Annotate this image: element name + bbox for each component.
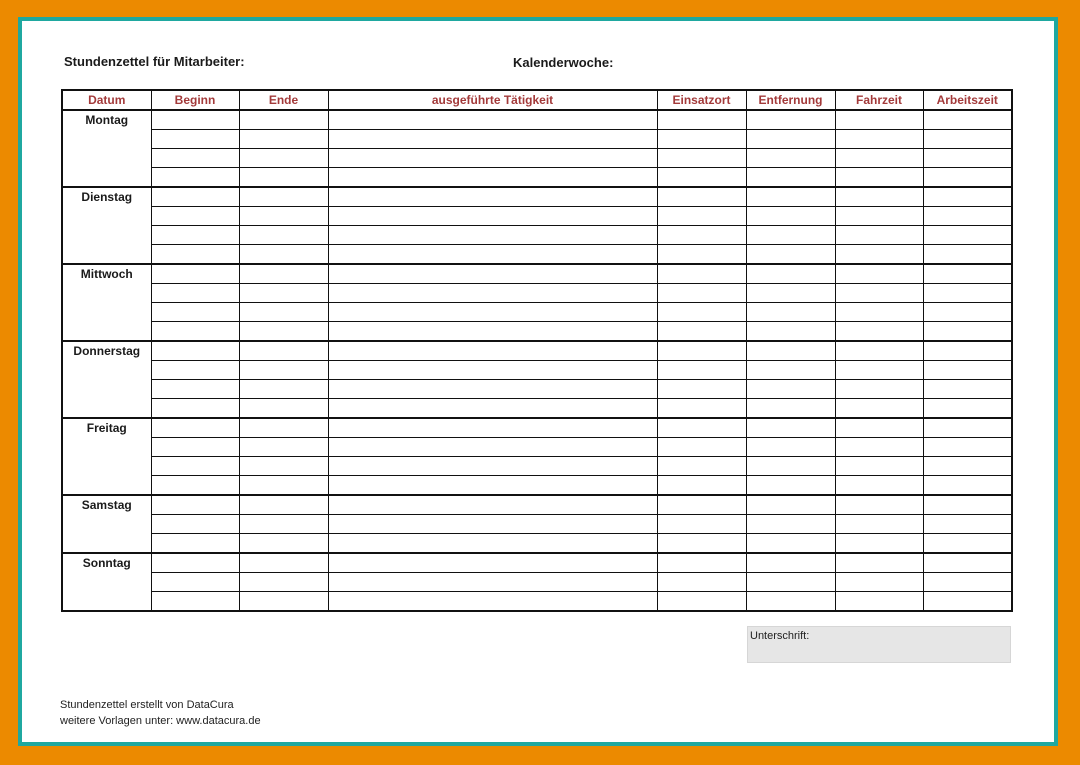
cell-arbeitszeit[interactable]	[923, 495, 1012, 515]
table-row	[62, 380, 1012, 399]
cell-fahrzeit[interactable]	[835, 361, 923, 380]
cell-beginn[interactable]	[151, 341, 239, 361]
cell-entfernung[interactable]	[746, 457, 835, 476]
cell-fahrzeit[interactable]	[835, 187, 923, 207]
footer-link-text: weitere Vorlagen unter: www.datacura.de	[60, 715, 261, 727]
column-header-arbeitszeit: Arbeitszeit	[923, 90, 1012, 110]
cell-fahrzeit[interactable]	[835, 592, 923, 612]
cell-entfernung[interactable]	[746, 303, 835, 322]
cell-ende[interactable]	[239, 322, 328, 342]
cell-arbeitszeit[interactable]	[923, 534, 1012, 554]
cell-entfernung[interactable]	[746, 438, 835, 457]
cell-fahrzeit[interactable]	[835, 457, 923, 476]
cell-fahrzeit[interactable]	[835, 476, 923, 496]
cell-fahrzeit[interactable]	[835, 207, 923, 226]
cell-fahrzeit[interactable]	[835, 168, 923, 188]
timesheet-page	[18, 17, 1058, 746]
cell-fahrzeit[interactable]	[835, 226, 923, 245]
cell-taetigkeit[interactable]	[328, 322, 657, 342]
cell-beginn[interactable]	[151, 515, 239, 534]
cell-fahrzeit[interactable]	[835, 245, 923, 265]
column-header-einsatzort: Einsatzort	[657, 90, 746, 110]
cell-arbeitszeit[interactable]	[923, 226, 1012, 245]
cell-arbeitszeit[interactable]	[923, 399, 1012, 419]
table-row	[62, 226, 1012, 245]
cell-taetigkeit[interactable]	[328, 264, 657, 284]
day-label: Mittwoch	[62, 264, 151, 341]
cell-einsatzort[interactable]	[657, 361, 746, 380]
cell-ende[interactable]	[239, 438, 328, 457]
cell-einsatzort[interactable]	[657, 303, 746, 322]
cell-entfernung[interactable]	[746, 245, 835, 265]
cell-fahrzeit[interactable]	[835, 284, 923, 303]
cell-taetigkeit[interactable]	[328, 553, 657, 573]
cell-entfernung[interactable]	[746, 130, 835, 149]
table-row	[62, 457, 1012, 476]
timesheet-body	[62, 110, 1012, 611]
table-row	[62, 207, 1012, 226]
cell-beginn[interactable]	[151, 399, 239, 419]
table-row	[62, 476, 1012, 496]
cell-taetigkeit[interactable]	[328, 361, 657, 380]
cell-entfernung[interactable]	[746, 207, 835, 226]
cell-beginn[interactable]	[151, 534, 239, 554]
cell-einsatzort[interactable]	[657, 264, 746, 284]
day-label: Dienstag	[62, 187, 151, 264]
cell-ende[interactable]	[239, 245, 328, 265]
cell-entfernung[interactable]	[746, 418, 835, 438]
cell-entfernung[interactable]	[746, 553, 835, 573]
timesheet-table	[61, 89, 1013, 612]
cell-beginn[interactable]	[151, 284, 239, 303]
cell-ende[interactable]	[239, 207, 328, 226]
cell-fahrzeit[interactable]	[835, 341, 923, 361]
cell-taetigkeit[interactable]	[328, 130, 657, 149]
cell-entfernung[interactable]	[746, 226, 835, 245]
cell-entfernung[interactable]	[746, 284, 835, 303]
cell-fahrzeit[interactable]	[835, 399, 923, 419]
cell-einsatzort[interactable]	[657, 380, 746, 399]
cell-beginn[interactable]	[151, 380, 239, 399]
cell-beginn[interactable]	[151, 553, 239, 573]
column-header-entfernung: Entfernung	[746, 90, 835, 110]
cell-einsatzort[interactable]	[657, 495, 746, 515]
cell-taetigkeit[interactable]	[328, 303, 657, 322]
cell-entfernung[interactable]	[746, 380, 835, 399]
cell-einsatzort[interactable]	[657, 534, 746, 554]
cell-ende[interactable]	[239, 361, 328, 380]
cell-ende[interactable]	[239, 399, 328, 419]
cell-ende[interactable]	[239, 380, 328, 399]
cell-einsatzort[interactable]	[657, 476, 746, 496]
cell-arbeitszeit[interactable]	[923, 380, 1012, 399]
cell-taetigkeit[interactable]	[328, 515, 657, 534]
employee-label: Stundenzettel für Mitarbeiter:	[64, 54, 245, 69]
cell-fahrzeit[interactable]	[835, 534, 923, 554]
cell-taetigkeit[interactable]	[328, 149, 657, 168]
cell-beginn[interactable]	[151, 226, 239, 245]
cell-arbeitszeit[interactable]	[923, 438, 1012, 457]
day-label: Sonntag	[62, 553, 151, 611]
table-row	[62, 361, 1012, 380]
cell-fahrzeit[interactable]	[835, 322, 923, 342]
table-row	[62, 399, 1012, 419]
cell-taetigkeit[interactable]	[328, 534, 657, 554]
cell-einsatzort[interactable]	[657, 110, 746, 130]
cell-taetigkeit[interactable]	[328, 380, 657, 399]
column-header-fahrzeit: Fahrzeit	[835, 90, 923, 110]
cell-entfernung[interactable]	[746, 515, 835, 534]
cell-arbeitszeit[interactable]	[923, 553, 1012, 573]
cell-beginn[interactable]	[151, 495, 239, 515]
cell-arbeitszeit[interactable]	[923, 341, 1012, 361]
cell-arbeitszeit[interactable]	[923, 168, 1012, 188]
cell-taetigkeit[interactable]	[328, 418, 657, 438]
cell-entfernung[interactable]	[746, 149, 835, 168]
cell-taetigkeit[interactable]	[328, 592, 657, 612]
cell-ende[interactable]	[239, 592, 328, 612]
cell-ende[interactable]	[239, 149, 328, 168]
cell-ende[interactable]	[239, 457, 328, 476]
cell-beginn[interactable]	[151, 418, 239, 438]
cell-ende[interactable]	[239, 187, 328, 207]
cell-ende[interactable]	[239, 418, 328, 438]
day-label: Montag	[62, 110, 151, 187]
day-label: Samstag	[62, 495, 151, 553]
cell-taetigkeit[interactable]	[328, 187, 657, 207]
cell-taetigkeit[interactable]	[328, 457, 657, 476]
cell-arbeitszeit[interactable]	[923, 361, 1012, 380]
cell-ende[interactable]	[239, 553, 328, 573]
table-row	[62, 245, 1012, 265]
cell-entfernung[interactable]	[746, 476, 835, 496]
column-header-datum: Datum	[62, 90, 151, 110]
cell-arbeitszeit[interactable]	[923, 515, 1012, 534]
cell-einsatzort[interactable]	[657, 187, 746, 207]
cell-taetigkeit[interactable]	[328, 495, 657, 515]
cell-ende[interactable]	[239, 476, 328, 496]
cell-taetigkeit[interactable]	[328, 438, 657, 457]
cell-arbeitszeit[interactable]	[923, 187, 1012, 207]
cell-arbeitszeit[interactable]	[923, 592, 1012, 612]
cell-ende[interactable]	[239, 226, 328, 245]
footer	[60, 697, 261, 729]
cell-arbeitszeit[interactable]	[923, 476, 1012, 496]
cell-arbeitszeit[interactable]	[923, 457, 1012, 476]
table-row	[62, 438, 1012, 457]
cell-taetigkeit[interactable]	[328, 207, 657, 226]
cell-ende[interactable]	[239, 573, 328, 592]
cell-arbeitszeit[interactable]	[923, 573, 1012, 592]
cell-einsatzort[interactable]	[657, 168, 746, 188]
day-label: Freitag	[62, 418, 151, 495]
cell-fahrzeit[interactable]	[835, 495, 923, 515]
cell-arbeitszeit[interactable]	[923, 207, 1012, 226]
cell-einsatzort[interactable]	[657, 399, 746, 419]
cell-taetigkeit[interactable]	[328, 110, 657, 130]
calendar-week-label: Kalenderwoche:	[513, 55, 614, 70]
cell-ende[interactable]	[239, 303, 328, 322]
cell-arbeitszeit[interactable]	[923, 149, 1012, 168]
table-row	[62, 264, 1012, 284]
cell-arbeitszeit[interactable]	[923, 110, 1012, 130]
cell-beginn[interactable]	[151, 187, 239, 207]
cell-taetigkeit[interactable]	[328, 168, 657, 188]
cell-entfernung[interactable]	[746, 341, 835, 361]
column-header-ende: Ende	[239, 90, 328, 110]
cell-fahrzeit[interactable]	[835, 515, 923, 534]
cell-einsatzort[interactable]	[657, 438, 746, 457]
cell-einsatzort[interactable]	[657, 245, 746, 265]
cell-taetigkeit[interactable]	[328, 573, 657, 592]
cell-einsatzort[interactable]	[657, 457, 746, 476]
header-row	[62, 90, 1012, 110]
footer-credit: Stundenzettel erstellt von DataCura	[60, 699, 234, 711]
cell-einsatzort[interactable]	[657, 226, 746, 245]
cell-einsatzort[interactable]	[657, 284, 746, 303]
column-header-taetigkeit: ausgeführte Tätigkeit	[328, 90, 657, 110]
cell-ende[interactable]	[239, 110, 328, 130]
cell-fahrzeit[interactable]	[835, 418, 923, 438]
cell-beginn[interactable]	[151, 207, 239, 226]
table-row	[62, 573, 1012, 592]
cell-taetigkeit[interactable]	[328, 245, 657, 265]
cell-entfernung[interactable]	[746, 534, 835, 554]
cell-beginn[interactable]	[151, 149, 239, 168]
day-label: Donnerstag	[62, 341, 151, 418]
cell-fahrzeit[interactable]	[835, 130, 923, 149]
cell-ende[interactable]	[239, 495, 328, 515]
cell-einsatzort[interactable]	[657, 418, 746, 438]
table-row	[62, 110, 1012, 130]
cell-fahrzeit[interactable]	[835, 573, 923, 592]
cell-einsatzort[interactable]	[657, 592, 746, 612]
cell-beginn[interactable]	[151, 476, 239, 496]
cell-beginn[interactable]	[151, 130, 239, 149]
cell-beginn[interactable]	[151, 264, 239, 284]
table-row	[62, 418, 1012, 438]
table-row	[62, 322, 1012, 342]
cell-einsatzort[interactable]	[657, 553, 746, 573]
cell-entfernung[interactable]	[746, 187, 835, 207]
cell-entfernung[interactable]	[746, 573, 835, 592]
cell-beginn[interactable]	[151, 245, 239, 265]
cell-einsatzort[interactable]	[657, 515, 746, 534]
cell-beginn[interactable]	[151, 303, 239, 322]
cell-entfernung[interactable]	[746, 495, 835, 515]
table-row	[62, 168, 1012, 188]
cell-ende[interactable]	[239, 284, 328, 303]
cell-ende[interactable]	[239, 534, 328, 554]
cell-arbeitszeit[interactable]	[923, 284, 1012, 303]
cell-arbeitszeit[interactable]	[923, 418, 1012, 438]
cell-entfernung[interactable]	[746, 592, 835, 612]
table-row	[62, 303, 1012, 322]
cell-fahrzeit[interactable]	[835, 438, 923, 457]
cell-arbeitszeit[interactable]	[923, 245, 1012, 265]
cell-beginn[interactable]	[151, 438, 239, 457]
table-row	[62, 553, 1012, 573]
cell-ende[interactable]	[239, 168, 328, 188]
cell-taetigkeit[interactable]	[328, 341, 657, 361]
table-row	[62, 534, 1012, 554]
cell-arbeitszeit[interactable]	[923, 322, 1012, 342]
cell-fahrzeit[interactable]	[835, 303, 923, 322]
cell-beginn[interactable]	[151, 573, 239, 592]
cell-entfernung[interactable]	[746, 264, 835, 284]
cell-taetigkeit[interactable]	[328, 284, 657, 303]
cell-entfernung[interactable]	[746, 322, 835, 342]
cell-ende[interactable]	[239, 515, 328, 534]
cell-entfernung[interactable]	[746, 110, 835, 130]
cell-fahrzeit[interactable]	[835, 264, 923, 284]
cell-einsatzort[interactable]	[657, 149, 746, 168]
signature-field[interactable]	[747, 626, 1011, 663]
table-row	[62, 130, 1012, 149]
cell-taetigkeit[interactable]	[328, 226, 657, 245]
cell-entfernung[interactable]	[746, 361, 835, 380]
cell-arbeitszeit[interactable]	[923, 264, 1012, 284]
cell-beginn[interactable]	[151, 322, 239, 342]
cell-beginn[interactable]	[151, 110, 239, 130]
signature-label: Unterschrift:	[750, 630, 810, 642]
table-row	[62, 592, 1012, 612]
cell-beginn[interactable]	[151, 168, 239, 188]
cell-arbeitszeit[interactable]	[923, 303, 1012, 322]
cell-einsatzort[interactable]	[657, 322, 746, 342]
cell-entfernung[interactable]	[746, 399, 835, 419]
cell-fahrzeit[interactable]	[835, 149, 923, 168]
cell-beginn[interactable]	[151, 592, 239, 612]
table-row	[62, 284, 1012, 303]
cell-fahrzeit[interactable]	[835, 110, 923, 130]
cell-beginn[interactable]	[151, 457, 239, 476]
cell-entfernung[interactable]	[746, 168, 835, 188]
table-row	[62, 515, 1012, 534]
cell-einsatzort[interactable]	[657, 341, 746, 361]
cell-taetigkeit[interactable]	[328, 399, 657, 419]
cell-arbeitszeit[interactable]	[923, 130, 1012, 149]
cell-fahrzeit[interactable]	[835, 380, 923, 399]
cell-beginn[interactable]	[151, 361, 239, 380]
column-header-beginn: Beginn	[151, 90, 239, 110]
table-row	[62, 187, 1012, 207]
cell-ende[interactable]	[239, 341, 328, 361]
table-row	[62, 341, 1012, 361]
table-row	[62, 149, 1012, 168]
cell-fahrzeit[interactable]	[835, 553, 923, 573]
cell-ende[interactable]	[239, 130, 328, 149]
cell-taetigkeit[interactable]	[328, 476, 657, 496]
cell-einsatzort[interactable]	[657, 207, 746, 226]
table-row	[62, 495, 1012, 515]
cell-einsatzort[interactable]	[657, 573, 746, 592]
cell-ende[interactable]	[239, 264, 328, 284]
cell-einsatzort[interactable]	[657, 130, 746, 149]
